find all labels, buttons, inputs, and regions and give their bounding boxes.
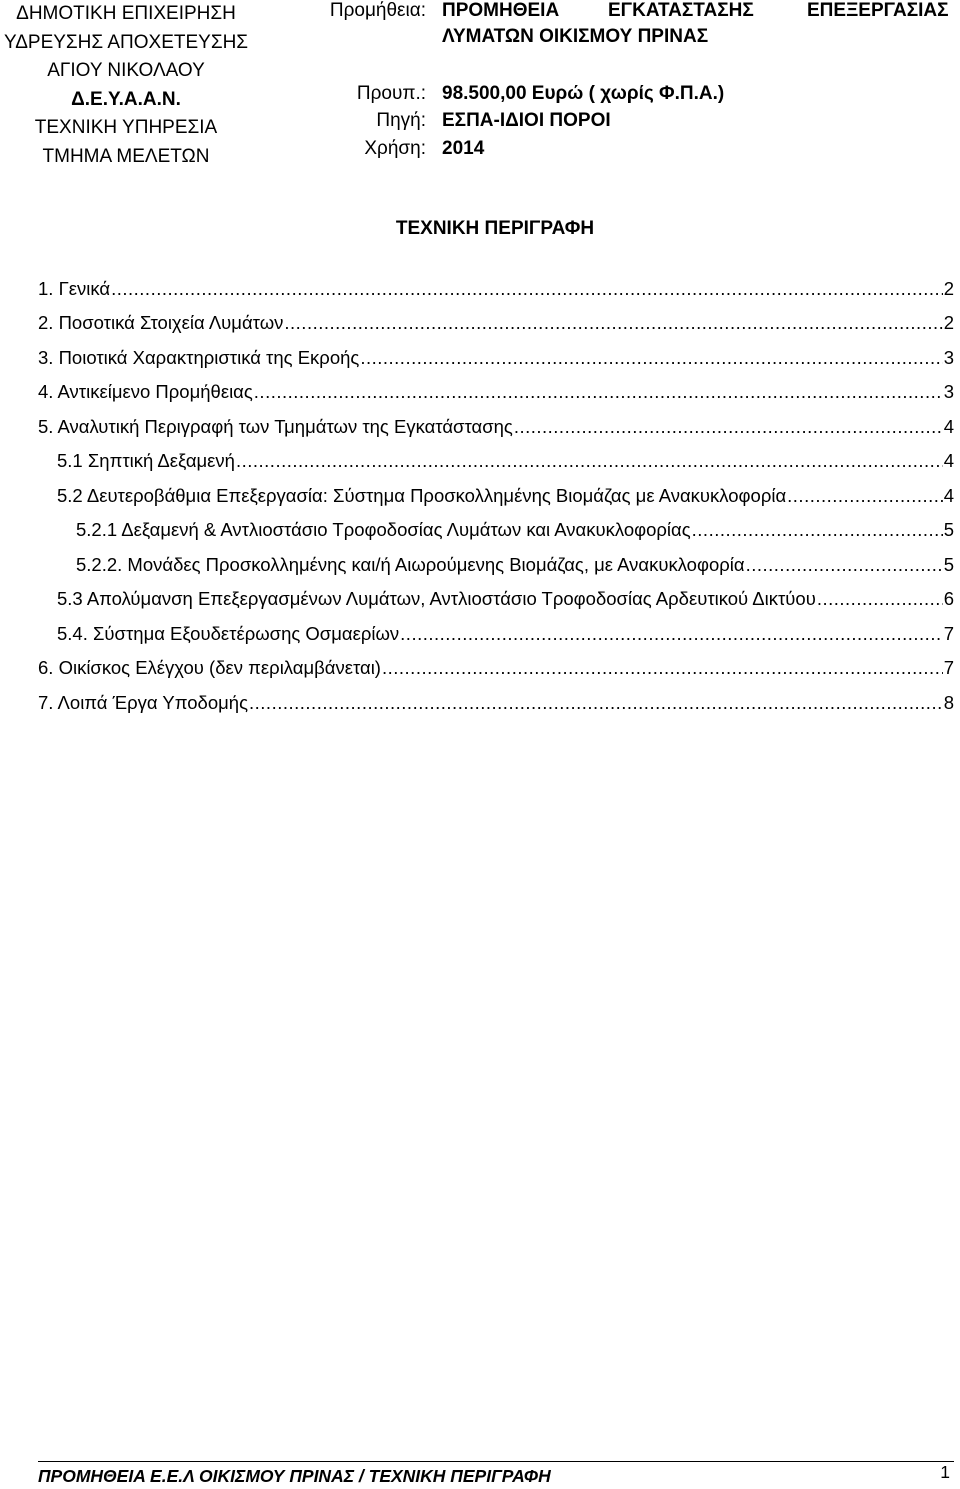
toc-entry[interactable] — [57, 585, 954, 613]
footer-title: ΠΡΟΜΗΘΕΙΑ Ε.Ε.Λ ΟΙΚΙΣΜΟΥ ΠΡΙΝΑΣ / ΤΕΧΝΙΚΗ ΠΕΡΙΓΡΑΦΗ — [38, 1466, 551, 1486]
department-name: ΤΕΧΝΙΚΗ ΥΠΗΡΕΣΙΑ — [34, 117, 218, 139]
toc-entry-title: 4. Αντικείμενο Προμήθειας — [38, 381, 253, 402]
year-label: Χρήση: — [364, 138, 426, 159]
toc-entry-page: 4 — [943, 450, 954, 471]
toc-entry[interactable] — [76, 516, 954, 544]
toc-entry[interactable] — [38, 344, 954, 372]
toc-entry-page: 2 — [943, 312, 954, 333]
toc-entry-page: 3 — [943, 381, 954, 402]
toc-entry-title: 7. Λοιπά Έργα Υποδομής — [38, 692, 249, 713]
toc-dot-leader — [382, 654, 943, 682]
toc-entry-page: 4 — [943, 416, 954, 437]
toc-entry-title: 1. Γενικά — [38, 278, 111, 299]
supply-value-line2: ΛΥΜΑΤΩΝ ΟΙΚΙΣΜΟΥ ΠΡΙΝΑΣ — [442, 26, 709, 47]
toc-entry-page: 6 — [943, 588, 954, 609]
toc-dot-leader — [284, 309, 942, 337]
toc-entry-page: 3 — [943, 347, 954, 368]
toc-dot-leader — [400, 620, 943, 648]
supply-label: Προμήθεια: — [329, 0, 426, 21]
toc-entry-page: 2 — [943, 278, 954, 299]
toc-entry[interactable] — [38, 654, 954, 682]
toc-entry[interactable] — [57, 482, 954, 510]
page-number: 1 — [940, 1462, 950, 1482]
supply-value-word1: ΠΡΟΜΗΘΕΙΑ — [442, 0, 560, 21]
toc-entry-title: 6. Οικίσκος Ελέγχου (δεν περιλαμβάνεται) — [38, 657, 381, 678]
toc-entry-title: 5.2.1 Δεξαμενή & Αντλιοστάσιο Τροφοδοσίας Λυμάτων και Ανακυκλοφορίας — [76, 519, 691, 540]
authority-name-line: ΑΓΙΟΥ ΝΙΚΟΛΑΟΥ — [47, 60, 205, 82]
source-value: ΕΣΠΑ-ΙΔΙΟΙ ΠΟΡΟΙ — [442, 110, 611, 131]
supply-value-word3: ΕΠΕΞΕΡΓΑΣΙΑΣ — [807, 0, 949, 21]
toc-dot-leader — [746, 551, 943, 579]
source-label: Πηγή: — [376, 110, 426, 131]
toc-entry-page: 5 — [943, 554, 954, 575]
toc-entry[interactable] — [57, 620, 954, 648]
toc-dot-leader — [254, 378, 943, 406]
toc-dot-leader — [692, 516, 943, 544]
toc-dot-leader — [514, 413, 943, 441]
document-title: ΤΕΧΝΙΚΗ ΠΕΡΙΓΡΑΦΗ — [395, 218, 595, 239]
toc-entry-title: 5.2.2. Μονάδες Προσκολλημένης και/ή Αιωρούμενης Βιομάζας, με Ανακυκλοφορία — [76, 554, 745, 575]
toc-entry[interactable] — [38, 378, 954, 406]
toc-entry-page: 8 — [943, 692, 954, 713]
supply-value-word2: ΕΓΚΑΤΑΣΤΑΣΗΣ — [608, 0, 754, 21]
toc-entry-title: 5.2 Δευτεροβάθμια Επεξεργασία: Σύστημα Προσκολλημένης Βιομάζας με Ανακυκλοφορία — [57, 485, 787, 506]
toc-entry-title: 5.3 Απολύμανση Επεξεργασμένων Λυμάτων, Αντλιοστάσιο Τροφοδοσίας Αρδευτικού Δικτύου — [57, 588, 816, 609]
budget-label: Προυπ.: — [356, 83, 426, 104]
toc-entry-title: 5. Αναλυτική Περιγραφή των Τμημάτων της Εγκατάστασης — [38, 416, 513, 437]
toc-dot-leader — [817, 585, 943, 613]
toc-entry-title: 5.4. Σύστημα Εξουδετέρωσης Οσμαερίων — [57, 623, 400, 644]
toc-entry-title: 5.1 Σηπτική Δεξαμενή — [57, 450, 235, 471]
authority-name-line: ΥΔΡΕΥΣΗΣ ΑΠΟΧΕΤΕΥΣΗΣ — [3, 31, 249, 53]
toc-entry-title: 3. Ποιοτικά Χαρακτηριστικά της Εκροής — [38, 347, 360, 368]
toc-entry[interactable] — [38, 275, 954, 303]
toc-dot-leader — [111, 275, 943, 303]
authority-block — [0, 0, 252, 172]
authority-acronym: Δ.Ε.Υ.Α.Α.Ν. — [71, 88, 181, 110]
toc-entry[interactable] — [38, 413, 954, 441]
section-name: ΤΜΗΜΑ ΜΕΛΕΤΩΝ — [42, 145, 210, 167]
toc-entry[interactable] — [76, 551, 954, 579]
toc-entry-page: 4 — [943, 485, 954, 506]
toc-dot-leader — [249, 689, 943, 717]
toc-entry-title: 2. Ποσοτικά Στοιχεία Λυμάτων — [38, 312, 284, 333]
toc-dot-leader — [787, 482, 943, 510]
authority-name-line: ΔΗΜΟΤΙΚΗ ΕΠΙΧΕΙΡΗΣΗ — [16, 3, 236, 24]
toc-entry[interactable] — [38, 309, 954, 337]
toc-entry[interactable] — [57, 447, 954, 475]
toc-dot-leader — [360, 344, 942, 372]
toc-dot-leader — [236, 447, 943, 475]
toc-entry-page: 7 — [943, 623, 954, 644]
budget-value: 98.500,00 Ευρώ ( χωρίς Φ.Π.Α.) — [442, 83, 725, 104]
year-value: 2014 — [442, 138, 485, 159]
toc-entry-page: 7 — [943, 657, 954, 678]
footer-divider — [38, 1461, 954, 1462]
toc-entry[interactable] — [38, 689, 954, 717]
toc-entry-page: 5 — [943, 519, 954, 540]
